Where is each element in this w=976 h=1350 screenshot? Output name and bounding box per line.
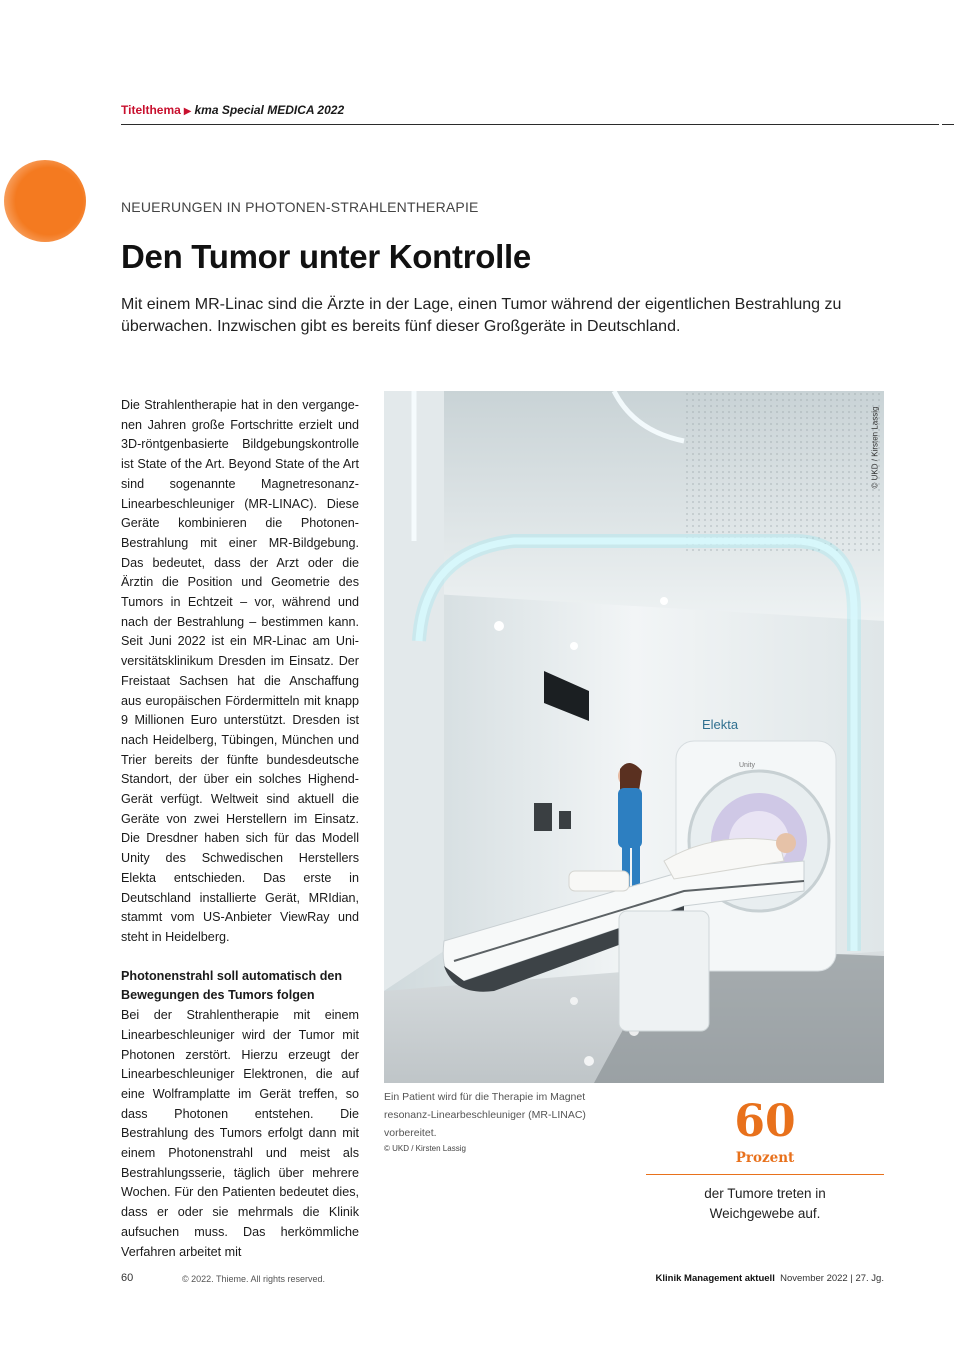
body-paragraph-2: Bei der Strahlentherapie mit einem Linearbeschleuniger wird der Tumor mit Photonen zerstört. Hierzu erzeugt der Linearbeschleuniger Elektronen, die auf eine Wolframplatte im Gerät treffen, so dass Photonen entstehen. Die Bestrahlung des Tumors erfolgt dann mit einem Photonenstrahl und meist als Bestrahlungsserie, täglich über mehrere Wochen. Für den Patienten bedeutet dies, dass er oder sie mehrmals die Klinik aufsuchen muss. Das herkömmliche Verfahren arbeitet mit bbox=[121, 1008, 359, 1259]
photo-vertical-credit: © UKD / Kirsten Lassig bbox=[870, 406, 880, 489]
header-rule-end bbox=[942, 124, 954, 125]
article-headline: Den Tumor unter Kontrolle bbox=[121, 238, 531, 275]
footer-magazine: Klinik Management aktuell bbox=[655, 1273, 775, 1284]
header-issue: kma Special MEDICA 2022 bbox=[194, 103, 345, 117]
orange-circle-decoration bbox=[4, 160, 86, 242]
page-number: 60 bbox=[121, 1272, 134, 1284]
play-arrow-icon: ▶ bbox=[183, 106, 192, 117]
elekta-brand-label: Elekta bbox=[702, 717, 739, 732]
unity-model-label: Unity bbox=[739, 762, 755, 769]
footer-copyright: © 2022. Thieme. All rights reserved. bbox=[182, 1274, 326, 1284]
caption-credit: © UKD / Kirsten Lassig bbox=[384, 1144, 466, 1153]
footer-issue: November 2022 | 27. Jg. bbox=[780, 1273, 884, 1284]
article-body bbox=[121, 396, 359, 1262]
mr-linac-photo bbox=[384, 391, 884, 1083]
photo-caption: Ein Patient wird für die Therapie im Magnet resonanz-Linearbeschleuniger (MR-LINAC) vorbereitet. bbox=[384, 1091, 586, 1139]
body-subheading: Photonenstrahl soll automatisch den Bewegungen des Tumors folgen bbox=[121, 968, 343, 1003]
stat-description: der Tumore treten in Weichgewebe auf. bbox=[704, 1186, 826, 1221]
body-paragraph-1: Die Strahlentherapie hat in den vergangenen Jahren große Fortschritte erzielt und 3D-röntgenbasierte Bildgebungskontrolle ist State of the Art. Beyond State of the Art sind sogenannte Magnetresonanz-Linearbeschleuniger (MR-LINAC). Diese Geräte kombinieren die Photonen-Bestrahlung mit einer MR-Bildgebung. Das bedeutet, dass der Arzt oder die Ärztin die Position und Geometrie des Tumors in Echtzeit – vor, während und nach der Bestrahlung – bestimmen kann. Seit Juni 2022 ist ein MR-Linac am Universitätsklinikum Dresden im Einsatz. Der Freistaat Sachsen hat die Anschaffung aus europäischen Fördermitteln mit knapp 9 Millionen Euro unterstützt. Dresden ist nach Heidelberg, Tübingen, München und Trier bereits der fünfte bundesdeutsche Standort, der über ein solches Highend-Gerät verfügt. Weltweit sind aktuell die Geräte von zwei Herstellern im Einsatz. Die Dresdner haben sich für das Modell Unity des Schwedischen Herstellers Elekta entschieden. Das erste in Deutschland installierte Gerät, MRIdian, stammt vom US-Anbieter ViewRay und steht in Heidelberg. bbox=[121, 398, 359, 944]
running-header bbox=[121, 103, 344, 117]
footer-publication bbox=[656, 1273, 884, 1284]
header-section: Titelthema bbox=[121, 103, 181, 117]
header-rule bbox=[121, 124, 939, 125]
stat-number: 60 bbox=[734, 1096, 796, 1147]
article-lead: Mit einem MR-Linac sind die Ärzte in der Lage, einen Tumor während der eigentlichen Bestrahlung zu überwachen. Inzwischen gibt es bereits fünf dieser Großgeräte in Deutschland. bbox=[121, 296, 842, 335]
article-kicker: NEUERUNGEN IN PHOTONEN-STRAHLENTHERAPIE bbox=[121, 199, 479, 215]
stat-divider bbox=[646, 1174, 884, 1175]
stat-unit: Prozent bbox=[735, 1150, 795, 1166]
